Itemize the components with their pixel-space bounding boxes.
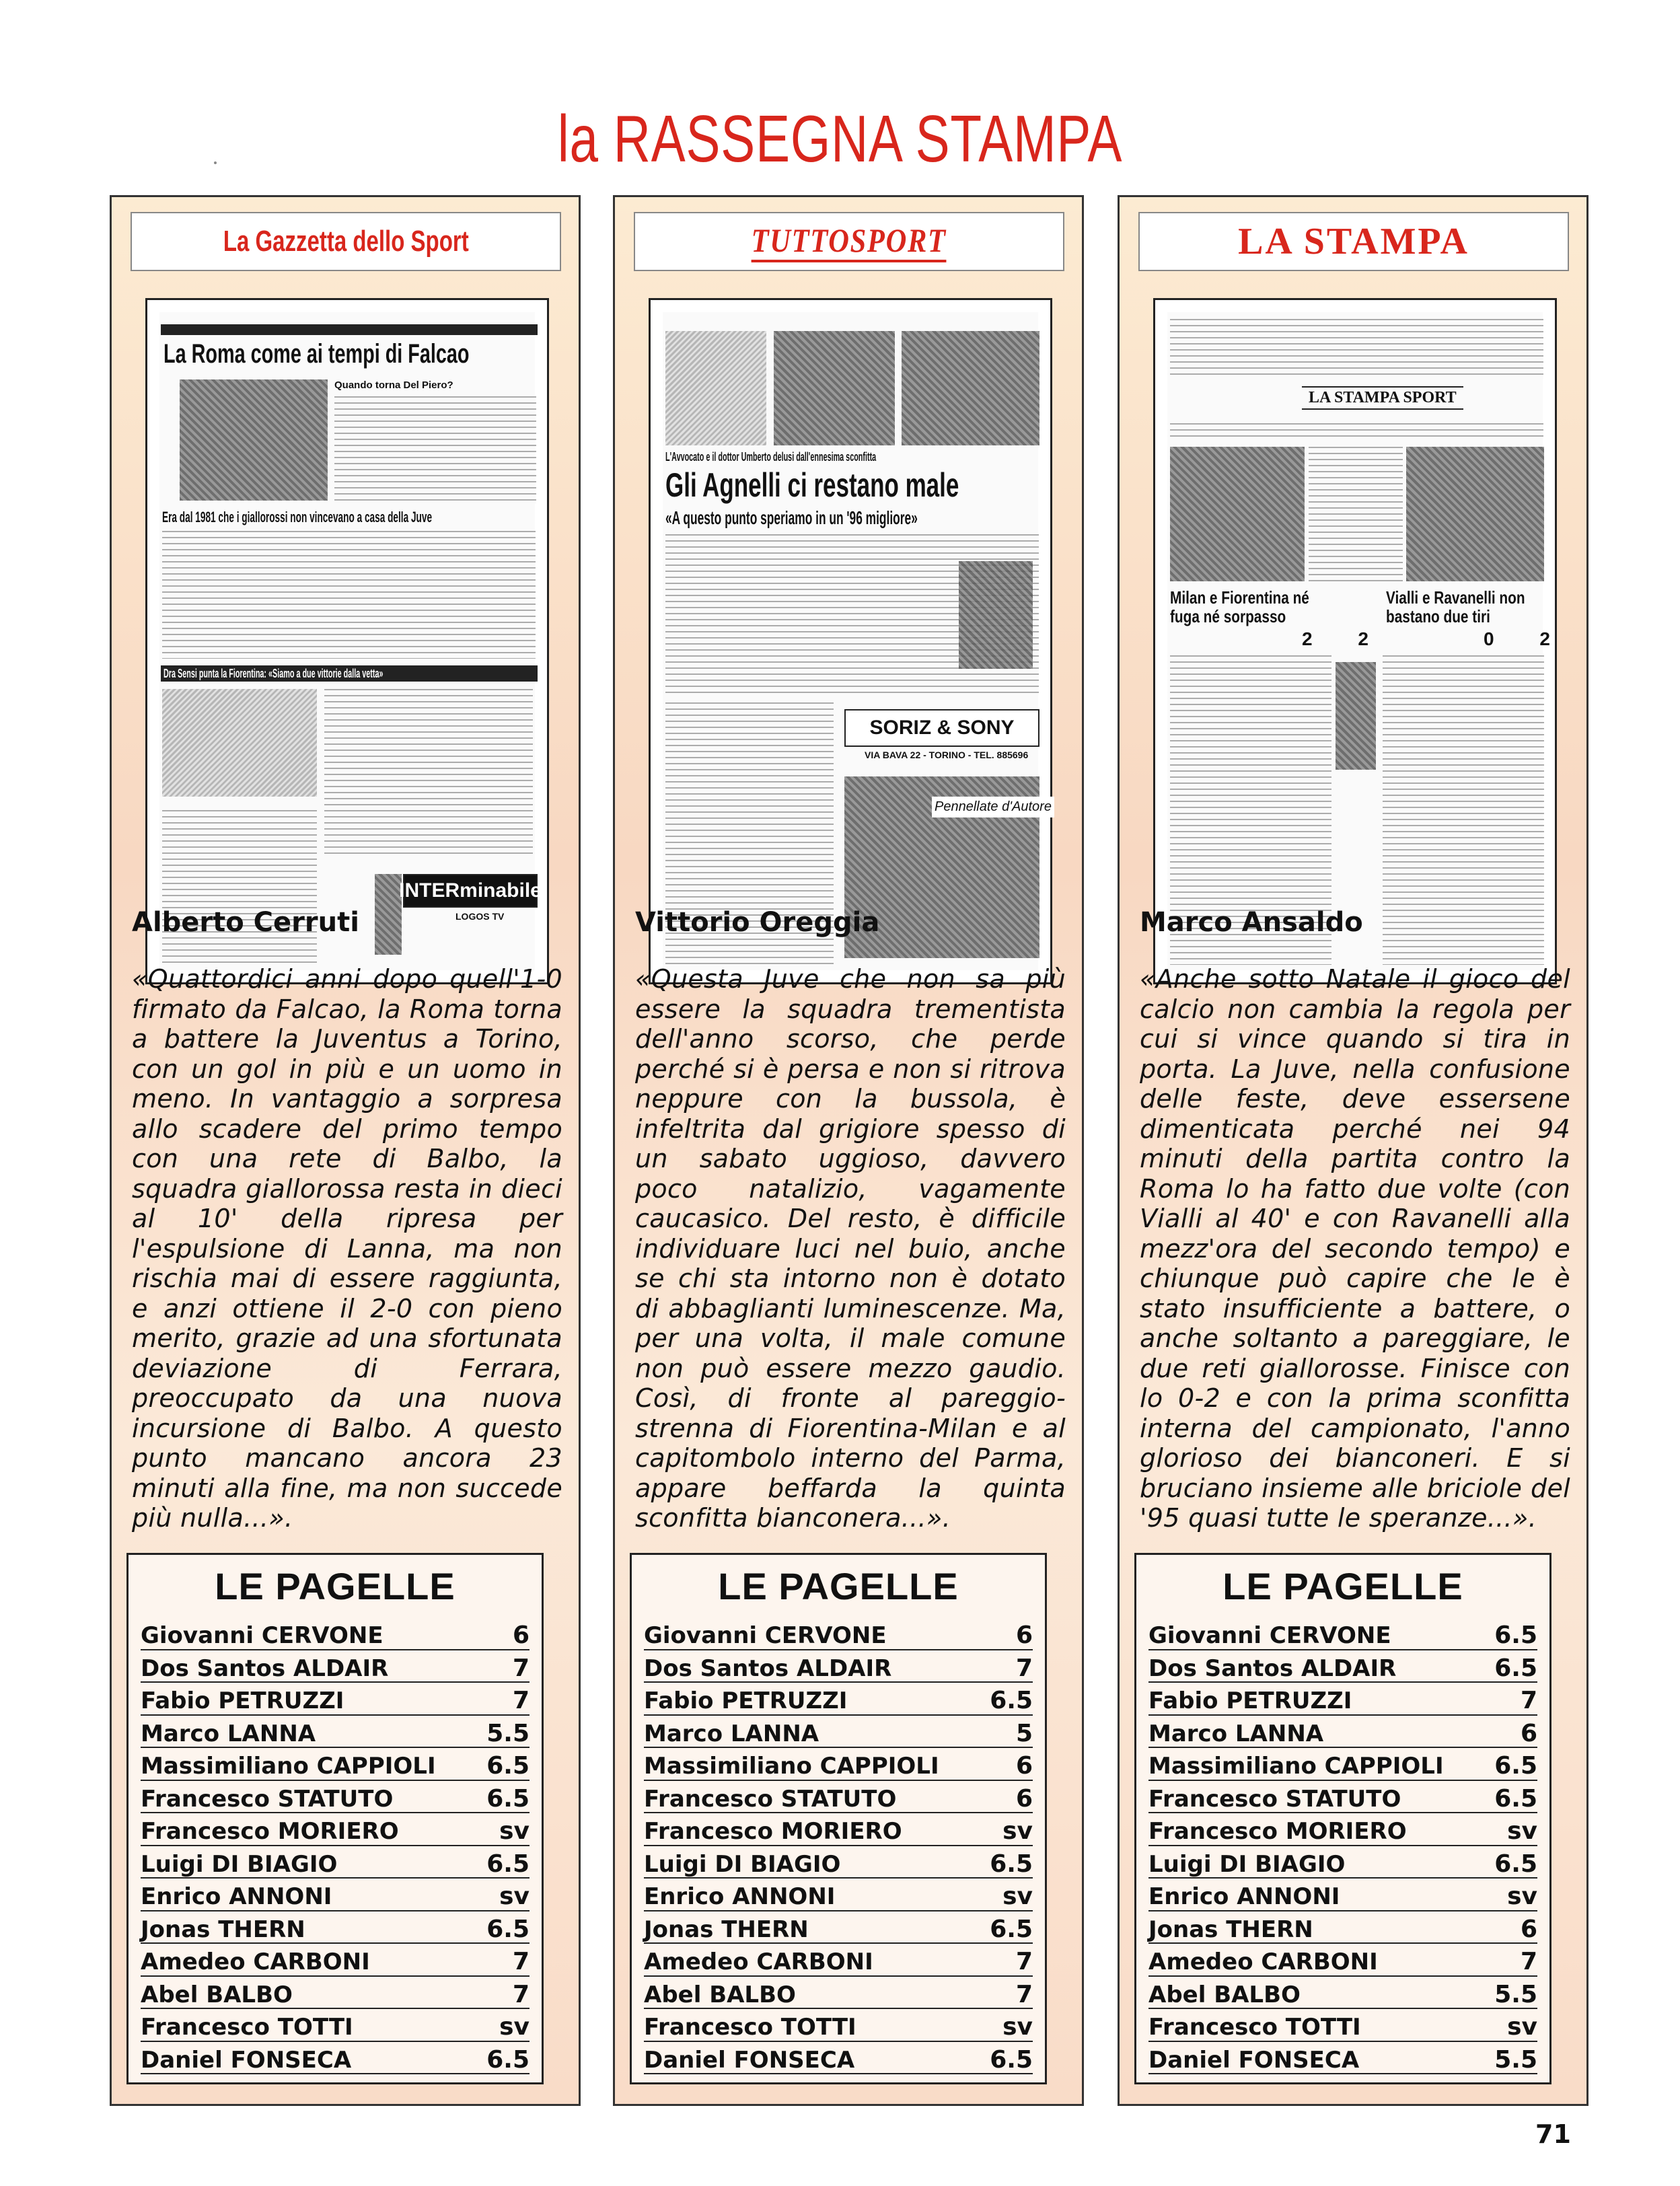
clipping-headline-left: Milan e Fiorentina né fuga né sorpasso bbox=[1170, 587, 1309, 626]
player-name: Massimiliano CAPPIOLI bbox=[141, 1753, 436, 1780]
player-name: Fabio PETRUZZI bbox=[1148, 1687, 1352, 1714]
clipping-headline: La Roma come ai tempi di Falcao bbox=[163, 339, 470, 369]
player-name: Daniel FONSECA bbox=[644, 2046, 855, 2074]
player-score: 6.5 bbox=[486, 1850, 529, 1878]
player-score: 6 bbox=[1015, 1622, 1033, 1649]
player-name: Francesco STATUTO bbox=[1148, 1785, 1401, 1813]
player-name: Francesco MORIERO bbox=[141, 1818, 399, 1845]
rating-row bbox=[644, 2009, 1033, 2042]
ratings-box bbox=[126, 1553, 544, 2084]
review-column-lastampa bbox=[1118, 195, 1588, 2106]
player-score: 7 bbox=[1015, 1654, 1033, 1682]
player-name: Amedeo CARBONI bbox=[141, 1948, 370, 1975]
player-score: 6.5 bbox=[1494, 1850, 1537, 1878]
newspaper-clipping bbox=[145, 298, 549, 984]
player-name: Abel BALBO bbox=[1148, 1981, 1301, 2008]
rating-row bbox=[644, 2042, 1033, 2075]
player-score: sv bbox=[1002, 1883, 1033, 1910]
clipping-photo bbox=[1170, 447, 1305, 581]
clipping-text bbox=[162, 531, 536, 659]
ratings-list bbox=[129, 1617, 542, 2074]
newspaper-masthead bbox=[634, 212, 1064, 271]
rating-row bbox=[1148, 1846, 1537, 1879]
clipping-text bbox=[162, 810, 317, 965]
rating-row bbox=[644, 1911, 1033, 1944]
rating-row bbox=[141, 1683, 529, 1716]
review-quote: «Anche sotto Natale il gioco del calcio non cambia la regola per cui si vince quando si tira in porta. La Juve, nella confusione delle feste, deve essersene dimenticata perché nei 94 minuti della partita contro la Roma lo ha fatto due volte (con Vialli al 40' e con Ravanelli alla mezz'ora del secondo tempo) e chiunque può capire che le è stato insufficiente a battere, o anche soltanto a pareggiare, le due reti giallorosse. Finisce con lo 0-2 e con la prima sconfitta interna del campionato, l'anno glorioso dei bianconeri. E si bruciano insieme alle briciole del '95 quasi tutte le speranze...». bbox=[1140, 964, 1570, 1533]
clipping-ad-sub: LOGOS TV bbox=[455, 911, 505, 922]
player-score: 6.5 bbox=[990, 1915, 1033, 1943]
player-score: 5.5 bbox=[1494, 2045, 1537, 2074]
clipping-photo bbox=[774, 331, 895, 445]
clipping-ad bbox=[399, 874, 542, 908]
rating-row bbox=[644, 1650, 1033, 1683]
rating-row bbox=[141, 1911, 529, 1944]
clipping-bar bbox=[161, 324, 538, 335]
rating-row bbox=[1148, 1911, 1537, 1944]
rating-row bbox=[141, 2009, 529, 2042]
page-number: 71 bbox=[1535, 2119, 1571, 2149]
newspaper-clipping bbox=[649, 298, 1052, 984]
clipping-text bbox=[1170, 319, 1543, 379]
clipping-photo bbox=[180, 379, 328, 501]
player-score: 6.5 bbox=[486, 2045, 529, 2074]
rating-row bbox=[644, 1748, 1033, 1781]
player-score: 6.5 bbox=[990, 1687, 1033, 1714]
ratings-box bbox=[630, 1553, 1047, 2084]
player-name: Francesco TOTTI bbox=[1148, 2014, 1361, 2041]
player-name: Dos Santos ALDAIR bbox=[1148, 1654, 1397, 1682]
player-name: Daniel FONSECA bbox=[1148, 2046, 1360, 2074]
clipping-score-left: 2 2 bbox=[1302, 628, 1389, 649]
clipping-page bbox=[1167, 312, 1570, 970]
player-name: Francesco STATUTO bbox=[644, 1785, 897, 1813]
player-score: 6 bbox=[512, 1622, 529, 1649]
player-score: 7 bbox=[1015, 1980, 1033, 2008]
clipping-subheadline: Era dal 1981 che i giallorossi non vincevano a casa della Juve bbox=[162, 509, 433, 525]
rating-row bbox=[644, 1977, 1033, 2010]
player-name: Enrico ANNONI bbox=[1148, 1883, 1340, 1910]
newspaper-name: La Gazzetta dello Sport bbox=[223, 225, 469, 258]
player-name: Fabio PETRUZZI bbox=[644, 1687, 848, 1714]
player-score: 5 bbox=[1015, 1719, 1033, 1747]
player-score: 6.5 bbox=[990, 2045, 1033, 2074]
ratings-title: LE PAGELLE bbox=[1222, 1565, 1463, 1607]
player-name: Luigi DI BIAGIO bbox=[1148, 1850, 1346, 1878]
review-column-tuttosport bbox=[613, 195, 1084, 2106]
player-score: 6 bbox=[1015, 1752, 1033, 1780]
rating-row bbox=[644, 1944, 1033, 1977]
newspaper-masthead bbox=[131, 212, 561, 271]
author-name: Alberto Cerruti bbox=[132, 907, 359, 938]
player-name: Jonas THERN bbox=[141, 1916, 305, 1943]
player-name: Amedeo CARBONI bbox=[1148, 1948, 1378, 1975]
player-score: sv bbox=[1002, 1817, 1033, 1845]
clipping-photo bbox=[1406, 447, 1544, 581]
clipping-photo bbox=[1336, 662, 1376, 770]
player-name: Francesco MORIERO bbox=[644, 1818, 902, 1845]
player-score: 6.5 bbox=[990, 1850, 1033, 1878]
player-name: Giovanni CERVONE bbox=[1148, 1622, 1391, 1649]
player-name: Massimiliano CAPPIOLI bbox=[644, 1753, 939, 1780]
player-score: 5.5 bbox=[1494, 1980, 1537, 2008]
player-score: sv bbox=[1507, 2013, 1537, 2041]
player-score: 6.5 bbox=[486, 1915, 529, 1943]
rating-row bbox=[1148, 1748, 1537, 1781]
rating-row bbox=[141, 1650, 529, 1683]
author-name: Marco Ansaldo bbox=[1140, 907, 1363, 938]
player-name: Daniel FONSECA bbox=[141, 2046, 352, 2074]
player-score: 7 bbox=[512, 1654, 529, 1682]
clipping-ad bbox=[844, 709, 1039, 747]
player-score: 6 bbox=[1520, 1719, 1537, 1747]
player-score: 7 bbox=[512, 1980, 529, 2008]
rating-row bbox=[644, 1716, 1033, 1749]
rating-row bbox=[1148, 2042, 1537, 2075]
review-column-gazzetta bbox=[110, 195, 581, 2106]
player-name: Abel BALBO bbox=[141, 1981, 293, 2008]
player-name: Massimiliano CAPPIOLI bbox=[1148, 1753, 1444, 1780]
rating-row bbox=[1148, 1813, 1537, 1846]
player-score: 7 bbox=[512, 1948, 529, 1975]
player-name: Luigi DI BIAGIO bbox=[141, 1850, 338, 1878]
rating-row bbox=[644, 1846, 1033, 1879]
player-name: Francesco TOTTI bbox=[644, 2014, 856, 2041]
clipping-headline-right: Vialli e Ravanelli non bastano due tiri bbox=[1386, 587, 1525, 626]
newspaper-name: TUTTOSPORT bbox=[752, 221, 947, 262]
rating-row bbox=[1148, 1716, 1537, 1749]
player-name: Enrico ANNONI bbox=[141, 1883, 332, 1910]
clipping-ad-sub: VIA BAVA 22 - TORINO - TEL. 885696 bbox=[865, 750, 1029, 760]
player-score: sv bbox=[1507, 1817, 1537, 1845]
clipping-text bbox=[1170, 423, 1543, 437]
player-name: Enrico ANNONI bbox=[644, 1883, 836, 1910]
player-score: 5.5 bbox=[486, 1719, 529, 1747]
player-name: Abel BALBO bbox=[644, 1981, 796, 2008]
player-score: sv bbox=[499, 2013, 529, 2041]
rating-row bbox=[141, 1716, 529, 1749]
clipping-lineup-grid bbox=[162, 689, 317, 797]
page-title: la RASSEGNA STAMPA bbox=[557, 102, 1123, 176]
ratings-list bbox=[1136, 1617, 1549, 2074]
rating-row bbox=[1148, 1617, 1537, 1650]
player-score: 6.5 bbox=[1494, 1654, 1537, 1682]
rating-row bbox=[1148, 1781, 1537, 1814]
rating-row bbox=[1148, 1977, 1537, 2010]
player-name: Fabio PETRUZZI bbox=[141, 1687, 344, 1714]
player-score: sv bbox=[1507, 1883, 1537, 1910]
author-name: Vittorio Oreggia bbox=[635, 907, 880, 938]
player-score: 7 bbox=[1520, 1687, 1537, 1714]
clipping-text bbox=[334, 396, 536, 504]
ratings-list bbox=[632, 1617, 1045, 2074]
player-score: 6.5 bbox=[1494, 1784, 1537, 1813]
player-name: Giovanni CERVONE bbox=[644, 1622, 887, 1649]
ratings-box bbox=[1134, 1553, 1551, 2084]
player-score: sv bbox=[1002, 2013, 1033, 2041]
player-name: Francesco MORIERO bbox=[1148, 1818, 1407, 1845]
clipping-section: LA STAMPA SPORT bbox=[1302, 386, 1463, 410]
clipping-ad-text: INTERminabile bbox=[399, 879, 542, 902]
clipping-page bbox=[663, 312, 1052, 970]
clipping-text bbox=[1309, 447, 1403, 581]
clipping-subheadline: «A questo punto speriamo in un '96 migliore» bbox=[665, 507, 918, 528]
player-score: 6 bbox=[1520, 1915, 1537, 1943]
rating-row bbox=[141, 1944, 529, 1977]
clipping-text bbox=[324, 689, 533, 857]
player-score: 7 bbox=[512, 1687, 529, 1714]
clipping-headline: Gli Agnelli ci restano male bbox=[665, 466, 959, 504]
rating-row bbox=[1148, 1650, 1537, 1683]
player-score: sv bbox=[499, 1883, 529, 1910]
player-name: Marco LANNA bbox=[644, 1720, 819, 1747]
clipping-kicker: Quando torna Del Piero? bbox=[334, 379, 453, 391]
review-quote: «Questa Juve che non sa più essere la squadra trementista dell'anno scorso, che perde perché si è persa e non si ritrova neppure con la bussola, è infeltrita dal grigiore spesso di un sabato uggioso, davvero poco natalizio, vagamente caucasico. Del resto, è difficile individuare luci nel buio, anche se chi sta intorno non è dotato di abbaglianti luminescenze. Ma, per una volta, il male comune non può essere mezzo gaudio. Così, di fronte al pareggio-strenna di Fiorentina-Milan e al capitombolo interno del Parma, appare beffarda la quinta sconfitta bianconera...». bbox=[635, 964, 1066, 1533]
player-score: 7 bbox=[1520, 1948, 1537, 1975]
rating-row bbox=[644, 1683, 1033, 1716]
rating-row bbox=[141, 1846, 529, 1879]
player-score: 6.5 bbox=[486, 1784, 529, 1813]
rating-row bbox=[644, 1617, 1033, 1650]
clipping-text bbox=[1383, 655, 1544, 965]
rating-row bbox=[141, 1748, 529, 1781]
newspaper-clipping bbox=[1153, 298, 1570, 984]
player-name: Amedeo CARBONI bbox=[644, 1948, 873, 1975]
rating-row bbox=[644, 1879, 1033, 1911]
player-score: 6.5 bbox=[486, 1752, 529, 1780]
clipping-table bbox=[665, 331, 766, 445]
rating-row bbox=[141, 1617, 529, 1650]
clipping-score-right: 0 2 bbox=[1484, 628, 1570, 649]
player-name: Jonas THERN bbox=[644, 1916, 809, 1943]
clipping-photo bbox=[902, 331, 1039, 445]
player-name: Luigi DI BIAGIO bbox=[644, 1850, 841, 1878]
player-name: Giovanni CERVONE bbox=[141, 1622, 384, 1649]
clipping-inset: Pennellate d'Autore bbox=[932, 797, 1054, 817]
rating-row bbox=[1148, 1879, 1537, 1911]
rating-row bbox=[644, 1781, 1033, 1814]
player-name: Marco LANNA bbox=[141, 1720, 316, 1747]
review-quote: «Quattordici anni dopo quell'1-0 firmato da Falcao, la Roma torna a battere la Juventus a Torino, con un gol in più e un uomo in meno. In vantaggio a sorpresa allo scadere del primo tempo con una rete di Balbo, la squadra giallorossa resta in dieci al 10' della ripresa per l'espulsione di Lanna, ma non rischia mai di essere raggiunta, e anzi ottiene il 2-0 con pieno merito, grazie ad una sfortunata deviazione di Ferrara, preoccupato da una nuova incursione di Balbo. A questo punto mancano ancora 23 minuti alla fine, ma non succede più nulla...». bbox=[132, 964, 562, 1533]
clipping-page bbox=[159, 312, 542, 970]
rating-row bbox=[141, 1813, 529, 1846]
rating-row bbox=[141, 2042, 529, 2075]
rating-row bbox=[141, 1977, 529, 2010]
speck bbox=[214, 161, 217, 164]
rating-row bbox=[1148, 1683, 1537, 1716]
player-name: Francesco STATUTO bbox=[141, 1785, 394, 1813]
clipping-ad-text: SORIZ & SONY bbox=[869, 717, 1015, 739]
rating-row bbox=[644, 1813, 1033, 1846]
rating-row bbox=[141, 1781, 529, 1814]
player-score: 6 bbox=[1015, 1784, 1033, 1813]
rating-row bbox=[141, 1879, 529, 1911]
rating-row bbox=[1148, 1944, 1537, 1977]
player-name: Francesco TOTTI bbox=[141, 2014, 353, 2041]
player-name: Marco LANNA bbox=[1148, 1720, 1324, 1747]
player-score: sv bbox=[499, 1817, 529, 1845]
clipping-pre-headline: L'Avvocato e il dottor Umberto delusi dall'ennesima sconfitta bbox=[665, 450, 877, 464]
rating-row bbox=[1148, 2009, 1537, 2042]
newspaper-name: LA STAMPA bbox=[1238, 221, 1469, 262]
player-name: Dos Santos ALDAIR bbox=[141, 1654, 389, 1682]
player-score: 6.5 bbox=[1494, 1752, 1537, 1780]
player-name: Dos Santos ALDAIR bbox=[644, 1654, 892, 1682]
clipping-ad-figure bbox=[375, 874, 402, 955]
newspaper-masthead bbox=[1138, 212, 1569, 271]
ratings-title: LE PAGELLE bbox=[215, 1565, 455, 1607]
player-score: 6.5 bbox=[1494, 1622, 1537, 1649]
clipping-strap: Dra Sensi punta la Fiorentina: «Siamo a due vittorie dalla vetta» bbox=[163, 667, 384, 680]
clipping-photo bbox=[959, 561, 1033, 669]
ratings-title: LE PAGELLE bbox=[718, 1565, 959, 1607]
player-name: Jonas THERN bbox=[1148, 1916, 1313, 1943]
player-score: 7 bbox=[1015, 1948, 1033, 1975]
